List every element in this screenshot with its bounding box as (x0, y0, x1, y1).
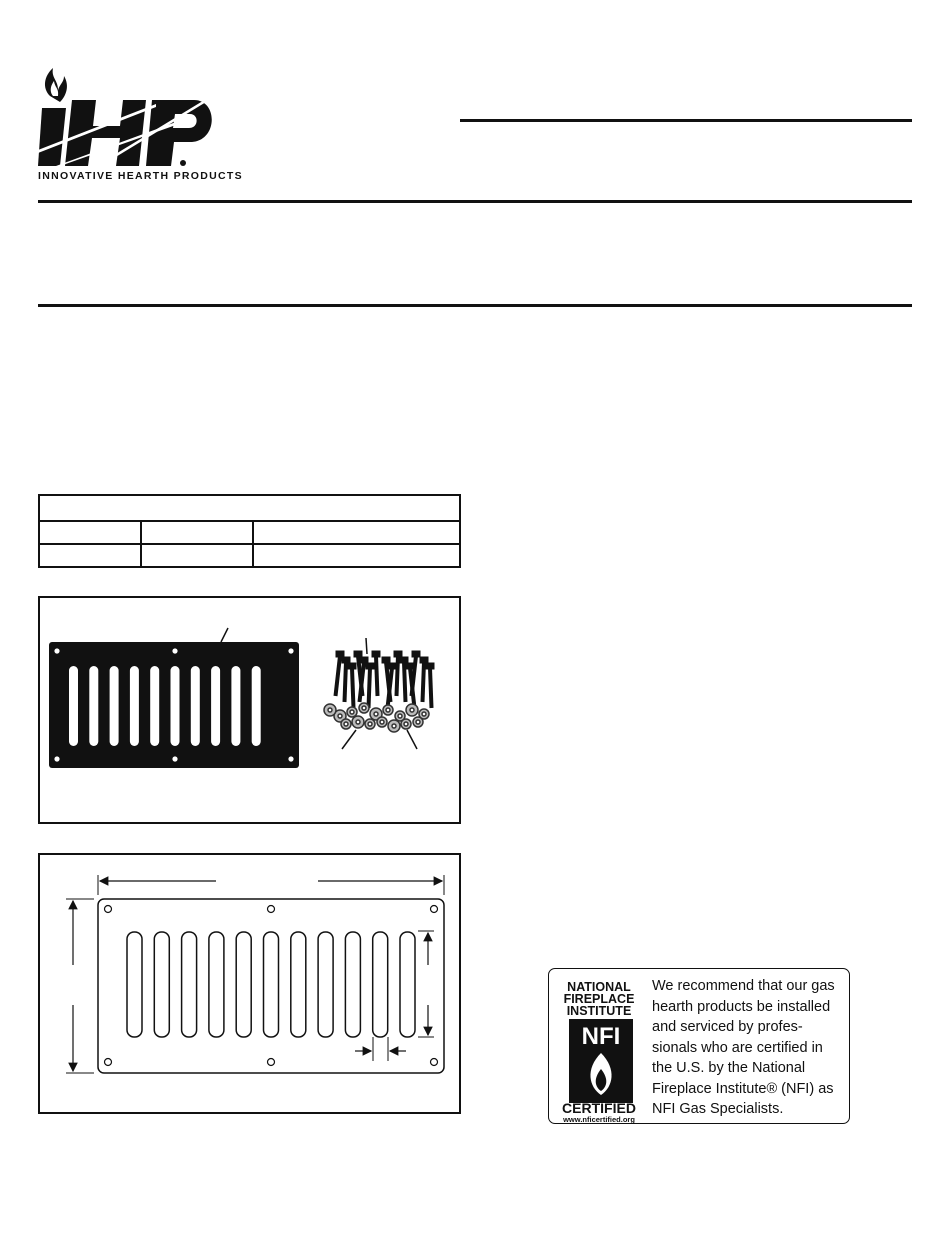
screw-head (426, 663, 434, 669)
nfi-badge (548, 968, 850, 1124)
grille-slot (231, 666, 240, 746)
nut-hole (416, 720, 420, 724)
screw-head (420, 657, 428, 663)
nfi-certified-label: CERTIFIED (562, 1100, 636, 1116)
nut-hole (404, 722, 408, 726)
nut-hole (368, 722, 372, 726)
grille-slot (130, 666, 139, 746)
ihp-logo (36, 66, 216, 170)
screw-head (394, 651, 402, 657)
dimension-drawing (40, 855, 459, 1112)
nut-callout-line (342, 730, 356, 749)
nut-hole (380, 720, 384, 724)
table-row (39, 521, 460, 544)
screw (336, 656, 341, 696)
screw (404, 662, 406, 702)
nut-hole (410, 708, 414, 712)
screw (376, 656, 378, 696)
screw-callout-line (366, 638, 367, 654)
outline-slot (373, 932, 388, 1037)
kit-contents-illustration (40, 598, 459, 822)
grille-slot (252, 666, 261, 746)
nfi-url: www.nficertified.org (563, 1115, 635, 1124)
grille-callout-line (221, 628, 228, 642)
nfi-logo-line2: FIREPLACE (563, 992, 635, 1006)
nfi-logo-line3: INSTITUTE (566, 1004, 632, 1018)
nut-hole (350, 710, 354, 714)
grille-slot (171, 666, 180, 746)
table-row (39, 544, 460, 567)
screw-head (388, 663, 396, 669)
grille-slot (89, 666, 98, 746)
table-cell (39, 521, 141, 544)
screw (412, 656, 417, 696)
outline-slot (345, 932, 360, 1037)
nut-hole (398, 714, 402, 718)
spec-table (38, 494, 461, 568)
outline-slot (318, 932, 333, 1037)
screw-head (372, 651, 380, 657)
outline-slot (236, 932, 251, 1037)
table-row (39, 495, 460, 521)
nut-hole (362, 706, 366, 710)
screw (430, 668, 432, 708)
outline-slot (264, 932, 279, 1037)
nfi-logo-line1: NATIONAL (567, 980, 631, 994)
header-rule-top (38, 200, 912, 203)
nut-hole (392, 724, 396, 728)
screw-head (412, 651, 420, 657)
grille-slot (110, 666, 119, 746)
nut-hole (344, 722, 348, 726)
outline-slot (127, 932, 142, 1037)
screw-head (400, 657, 408, 663)
grille-slot (191, 666, 200, 746)
grille-slot (211, 666, 220, 746)
screw (352, 668, 354, 708)
screw (423, 662, 425, 702)
table-cell (253, 544, 460, 567)
outline-slot (154, 932, 169, 1037)
nut-hole (328, 708, 332, 712)
hardware-drawing (324, 651, 434, 732)
screw-head (348, 663, 356, 669)
table-cell (253, 521, 460, 544)
nfi-logo (555, 977, 643, 1124)
screw-head (342, 657, 350, 663)
header-rule-bottom (38, 304, 912, 307)
dimension-figure (38, 853, 461, 1114)
nut-hole (338, 714, 342, 718)
outline-slot (400, 932, 415, 1037)
grille-slot (69, 666, 78, 746)
screw-head (382, 657, 390, 663)
brand-caption: INNOVATIVE HEARTH PRODUCTS (38, 170, 243, 182)
outline-slot (291, 932, 306, 1037)
screw-head (354, 651, 362, 657)
table-cell (141, 544, 253, 567)
table-cell (141, 521, 253, 544)
screw (369, 668, 371, 708)
screw-head (360, 657, 368, 663)
washer-callout-line (407, 730, 417, 749)
title-rule (460, 119, 912, 122)
table-cell (39, 544, 141, 567)
nut-hole (422, 712, 426, 716)
screw (345, 662, 347, 702)
table-cell (39, 495, 460, 521)
nut-hole (356, 720, 360, 724)
grille-slot (150, 666, 159, 746)
nfi-recommendation-text: We recommend that our gas hearth products be installed and serviced by profes-sionals who are certified in the U.S. by the National Fireplace Institute® (NFI) as NFI Gas Specialists. (652, 978, 835, 1117)
outline-slot (209, 932, 224, 1037)
screw-head (336, 651, 344, 657)
nut-hole (374, 712, 378, 716)
screw (397, 656, 399, 696)
nfi-logo-mark: NFI (581, 1023, 621, 1050)
screw-head (366, 663, 374, 669)
outline-slot (182, 932, 197, 1037)
ihp-logo-mark (36, 66, 216, 170)
kit-contents-figure (38, 596, 461, 824)
nut-hole (386, 708, 390, 712)
